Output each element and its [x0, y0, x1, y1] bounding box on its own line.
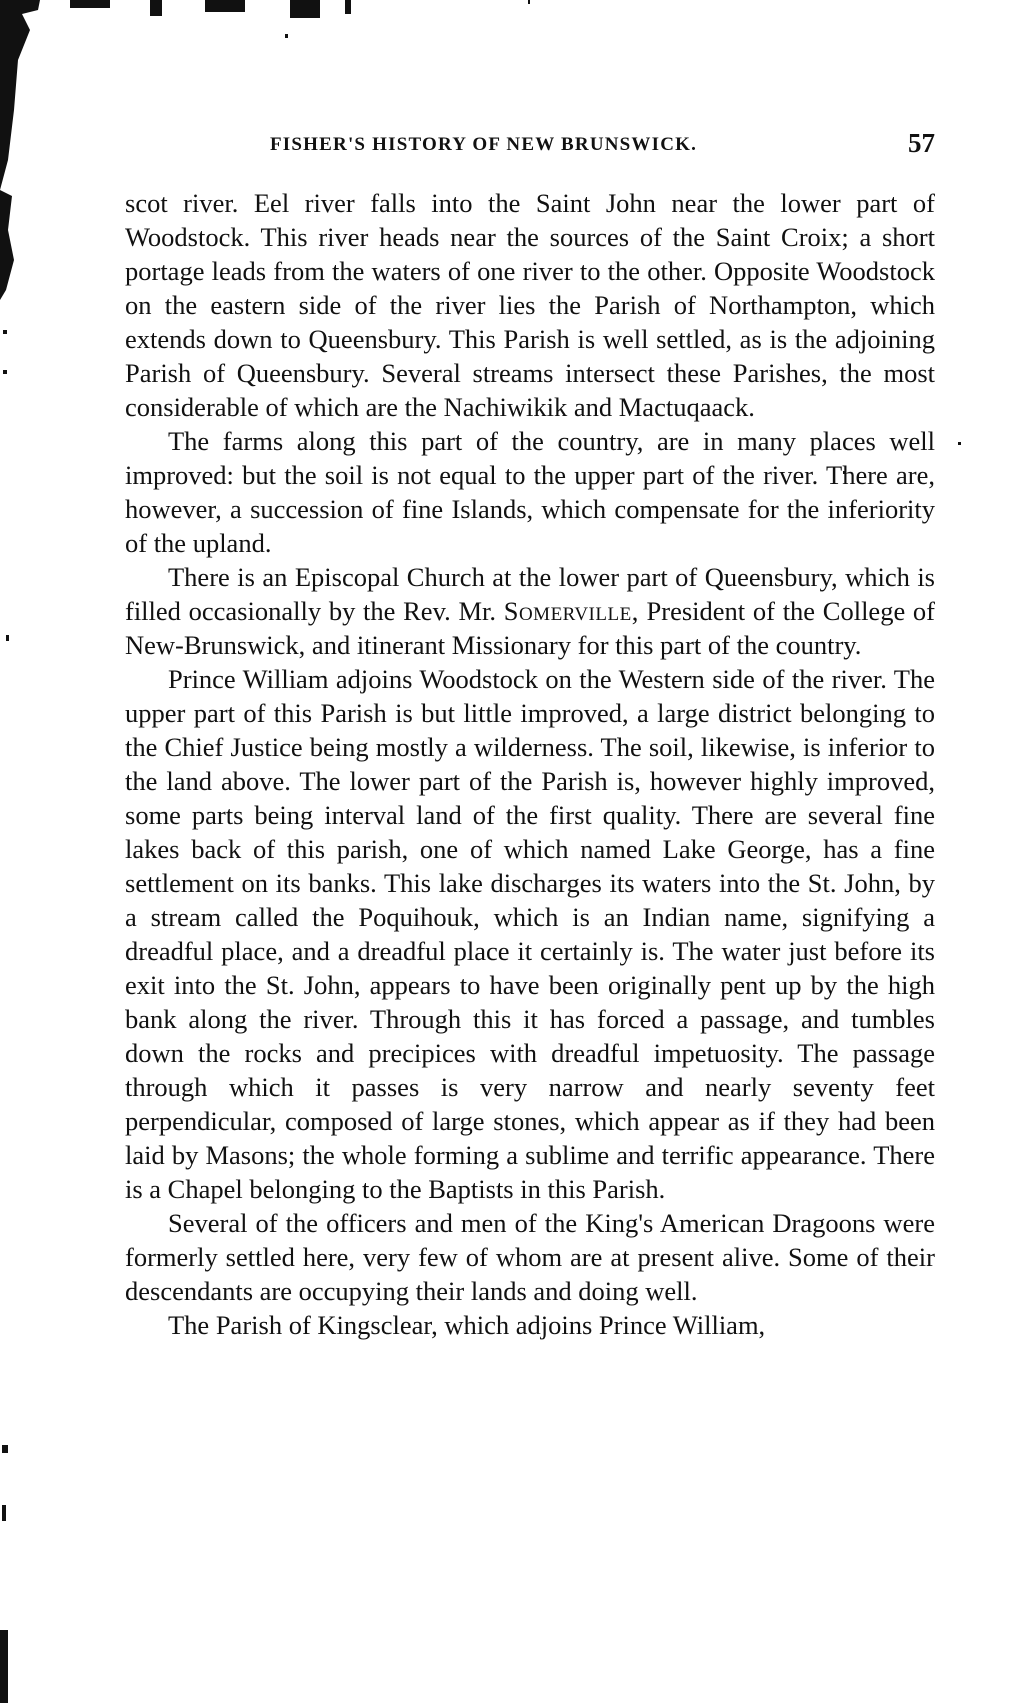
- ink-mark-top-3: [205, 0, 245, 12]
- body-text: [125, 186, 935, 1342]
- ink-tick-top-right: [528, 0, 530, 4]
- ink-blot-top-left: [0, 0, 40, 190]
- paragraph-2: The farms along this part of the country, are in many places well improved: but the soil is not equal to the upper part of the river. There are, however, a succession of fine Islands, which compensate for the inferiority of the upland.: [125, 426, 935, 558]
- paragraph-3-text-after: President of the College of New-Brunswick, and itinerant Missionary for this part of the country.: [125, 596, 936, 660]
- paragraph-4: Prince William adjoins Woodstock on the Western side of the river. The upper part of this Parish is but little improved, a large district belonging to the Chief Justice being mostly a wilderness. The soil, likewise, is inferior to the land above. The lower part of the Parish is, however highly improved, some parts being interval land of the first quality. There are several fine lakes back of this parish, one of which named Lake George, has a fine settlement on its banks. This lake discharges its waters into the St. John, by a stream called the Poquihouk, which is an Indian name, signifying a dreadful place, and a dreadful place it certainly is. The water just before its exit into the St. John, appears to have been originally pent up by the high bank along the river. Through this it has forced a passage, and tumbles down the rocks and precipices with dreadful impetuosity. The passage through which it passes is very narrow and nearly seventy feet perpendicular, composed of large stones, which appear as if they had been laid by Masons; the whole forming a sublime and terrific appearance. There is a Chapel belonging to the Baptists in this Parish.: [125, 664, 935, 1204]
- paragraph-5: Several of the officers and men of the King's American Dragoons were formerly settled here, very few of whom are at present alive. Some of their descendants are occupying their lands and doing well.: [125, 1208, 935, 1306]
- page-number: 57: [908, 128, 935, 158]
- ink-dot-left-5: [2, 1505, 6, 1521]
- paragraph-3-text-before: There is an Episcopal Church at the lower part of Queensbury, which is filled occasionally by the Rev. Mr.: [125, 562, 935, 626]
- running-head: [125, 128, 935, 168]
- paragraph-6: The Parish of Kingsclear, which adjoins Prince William,: [168, 1310, 766, 1340]
- ink-dot-left-1: [3, 330, 7, 334]
- ink-mark-top-5: [345, 0, 351, 14]
- ink-mark-top-4: [290, 0, 320, 18]
- ink-dot-left-2: [3, 370, 7, 374]
- ink-dot-left-3: [6, 635, 9, 641]
- ink-bar-left-bottom: [0, 1630, 8, 1703]
- ink-dot-top: [285, 34, 288, 38]
- ink-dot-left-4: [2, 1445, 8, 1453]
- ink-mark-top-2: [150, 0, 162, 16]
- paragraph-1: scot river. Eel river falls into the Saint John near the lower part of Woodstock. This river heads near the sources of the Saint Croix; a short portage leads from the waters of one river to the other. Opposite Woodstock on the eastern side of the river lies the Parish of Northampton, which extends down to Queensbury. This Parish is well settled, as is the adjoining Parish of Queensbury. Several streams intersect these Parishes, the most considerable of which are the Nachiwikik and Mactuqaack.: [125, 188, 935, 422]
- name-somerville: Somerville,: [503, 596, 639, 626]
- running-title: FISHER'S HISTORY OF NEW BRUNSWICK.: [270, 134, 698, 155]
- ink-dot-right: [958, 442, 961, 445]
- paragraph-3: [125, 560, 935, 662]
- ink-smear-left-1: [0, 190, 14, 300]
- ink-mark-top-1: [70, 0, 110, 8]
